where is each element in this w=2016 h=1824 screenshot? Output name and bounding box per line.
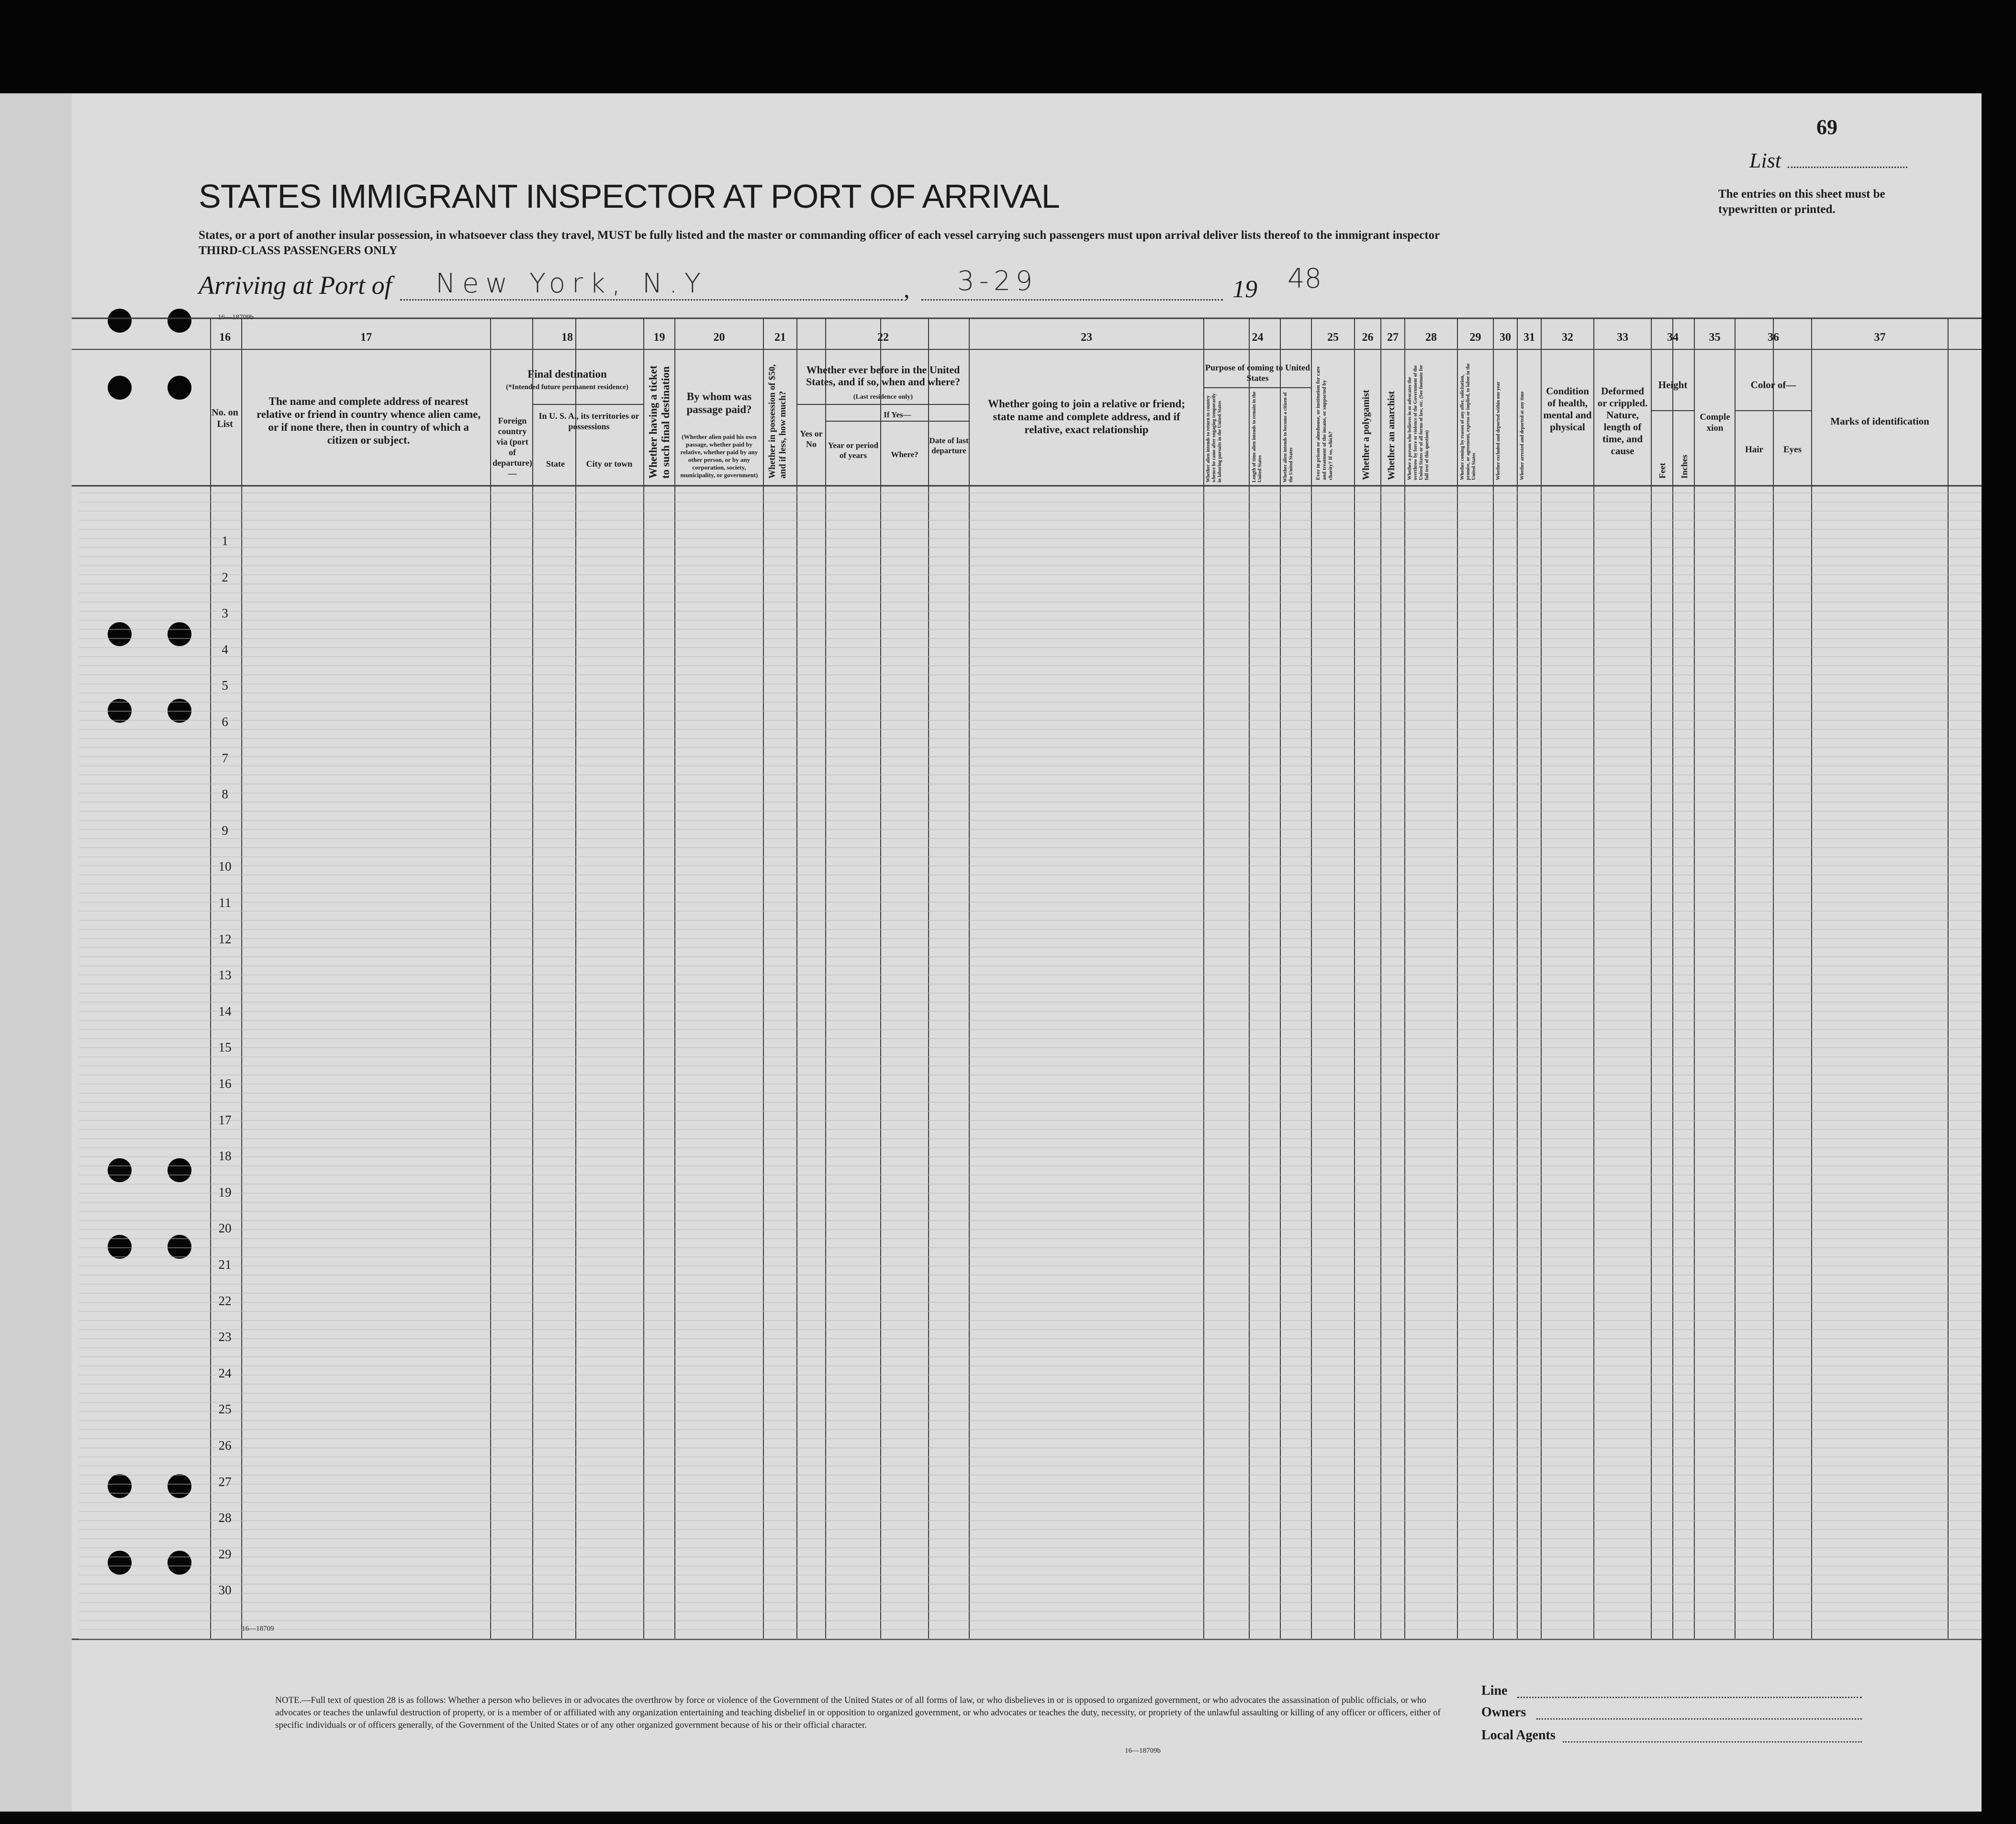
col-20-header: By whom was passage paid? bbox=[686, 391, 752, 415]
col-22-sub: (Last residence only) bbox=[853, 393, 913, 401]
local-agents-field[interactable] bbox=[1563, 1741, 1862, 1743]
col-num-18: 18 bbox=[561, 331, 573, 344]
row-number: 27 bbox=[218, 1474, 232, 1489]
col-36-eyes: Eyes bbox=[1783, 445, 1802, 455]
col-16-header: No. on List bbox=[212, 407, 238, 429]
col-num-21: 21 bbox=[774, 331, 786, 344]
col-30-header: Whether excluded and deported within one year bbox=[1496, 381, 1501, 480]
col-18-state: State bbox=[546, 459, 565, 469]
row-number: 4 bbox=[222, 642, 228, 657]
row-number: 29 bbox=[218, 1546, 232, 1561]
col-32-header: Condition of health, mental and physical bbox=[1543, 385, 1592, 433]
col-num-29: 29 bbox=[1469, 331, 1481, 344]
instructions: The entries on this sheet must be typewritten or printed. bbox=[1718, 188, 1885, 216]
row-number: 5 bbox=[222, 678, 228, 693]
row-number: 26 bbox=[218, 1438, 232, 1453]
row-number: 28 bbox=[218, 1511, 232, 1525]
col-21-header: Whether in possession of $50, and if less, how much? bbox=[767, 364, 788, 479]
row-number: 10 bbox=[218, 859, 232, 874]
year-value: 48 bbox=[1288, 263, 1322, 294]
col-num-16: 16 bbox=[219, 331, 231, 344]
col-num-27: 27 bbox=[1387, 331, 1399, 344]
col-num-34: 34 bbox=[1667, 331, 1679, 344]
col-num-30: 30 bbox=[1500, 331, 1511, 344]
col-num-26: 26 bbox=[1362, 331, 1374, 344]
row-number: 3 bbox=[222, 606, 228, 621]
row-number: 8 bbox=[222, 787, 228, 802]
col-34-feet: Feet bbox=[1658, 463, 1667, 479]
col-19-header: Whether having a ticket to such final destination bbox=[647, 365, 672, 479]
owners-field[interactable] bbox=[1536, 1718, 1862, 1720]
col-22-header: Whether ever before in the United States, and if so, when and where? bbox=[806, 364, 961, 388]
row-number: 16 bbox=[218, 1076, 232, 1091]
subtitle-instructions: States, or a port of another insular possession, in whatsoever class they travel, MUST be fully listed and the master or commanding officer of each vessel carrying such passengers must upon arrival deliver lists thereof to the immigrant inspector bbox=[199, 229, 1440, 242]
col-22-year: Year or period of years bbox=[828, 441, 879, 460]
col-22-date: Date of last departure bbox=[929, 436, 969, 455]
row-number: 2 bbox=[222, 570, 228, 584]
row-number: 18 bbox=[218, 1149, 232, 1164]
line-field[interactable] bbox=[1517, 1697, 1862, 1698]
form-number-note: 16—18709b bbox=[1125, 1747, 1161, 1755]
local-agents-label: Local Agents bbox=[1481, 1728, 1556, 1743]
row-number: 25 bbox=[218, 1402, 232, 1417]
col-22-yes-no: Yes or No bbox=[800, 429, 823, 449]
row-number: 21 bbox=[218, 1257, 232, 1272]
col-33-header: Deformed or crippled. Nature, length of time, and cause bbox=[1597, 385, 1648, 457]
col-num-32: 32 bbox=[1562, 331, 1573, 344]
col-num-19: 19 bbox=[653, 331, 665, 344]
col-num-20: 20 bbox=[713, 331, 725, 344]
row-number: 6 bbox=[222, 715, 228, 729]
col-num-37: 37 bbox=[1874, 331, 1886, 344]
col-26-header: Whether a polygamist bbox=[1361, 390, 1371, 480]
year-prefix: 19 bbox=[1232, 276, 1257, 303]
col-36-hair: Hair bbox=[1745, 445, 1763, 455]
col-num-31: 31 bbox=[1523, 331, 1535, 344]
row-number: 15 bbox=[218, 1040, 232, 1055]
col-num-24: 24 bbox=[1252, 331, 1264, 344]
col-num-17: 17 bbox=[360, 331, 372, 344]
row-number: 22 bbox=[218, 1293, 232, 1308]
date-value: 3-29 bbox=[957, 266, 1038, 297]
row-number: 17 bbox=[218, 1112, 232, 1127]
col-27-header: Whether an anarchist bbox=[1386, 391, 1397, 480]
row-number: 9 bbox=[222, 823, 228, 838]
col-24-header: Purpose of coming to United States bbox=[1205, 363, 1310, 383]
col-24-c: Whether alien intends to become a citizen of the United States bbox=[1283, 392, 1294, 482]
comma: , bbox=[904, 276, 910, 302]
row-number: 23 bbox=[218, 1330, 232, 1344]
col-18-foreign: Foreign country via (port of departure)— bbox=[493, 416, 532, 478]
col-num-22: 22 bbox=[877, 331, 889, 344]
col-num-25: 25 bbox=[1327, 331, 1339, 344]
col-31-header: Whether arrested and deported at any time bbox=[1520, 391, 1525, 480]
subtitle-class: THIRD-CLASS PASSENGERS ONLY bbox=[199, 244, 398, 257]
col-35-header: Complexion bbox=[1700, 412, 1730, 433]
col-34-header: Height bbox=[1658, 379, 1688, 391]
owners-label: Owners bbox=[1481, 1705, 1526, 1720]
col-28-header: Whether a person who believes in or advocates the overthrow by force or violence of the Government of the United States or of all forms of law, etc. (See footnote for full text of this question) bbox=[1407, 365, 1430, 480]
col-num-23: 23 bbox=[1081, 331, 1092, 344]
list-label: List bbox=[1749, 149, 1781, 172]
col-num-35: 35 bbox=[1709, 331, 1721, 344]
col-24-b: Length of time alien intends to remain in the United States bbox=[1252, 392, 1263, 482]
col-29-header: Whether coming by reason of any offer, solicitation, promise, or agreement, express or implied, to labor in the United States bbox=[1460, 363, 1477, 480]
col-17-header: The name and complete address of nearest relative or friend in country whence alien came, or if none there, then in country of which a citizen or subject. bbox=[256, 395, 481, 446]
row-number: 20 bbox=[218, 1221, 232, 1236]
row-number: 12 bbox=[218, 931, 232, 946]
col-23-header: Whether going to join a relative or friend; state name and complete address, and if relative, exact relationship bbox=[987, 398, 1186, 436]
col-18-sub: (*Intended future permanent residence) bbox=[506, 383, 628, 391]
arriving-label: Arriving at Port of bbox=[199, 271, 392, 300]
row-number: 14 bbox=[218, 1004, 232, 1018]
col-18-header: Final destination bbox=[527, 368, 607, 380]
row-number: 30 bbox=[218, 1583, 232, 1598]
row-number: 19 bbox=[218, 1185, 232, 1199]
col-24-a: Whether alien intends to return to country whence he came after engaging temporarily in laboring pursuits in the United States bbox=[1206, 393, 1222, 482]
col-22-if-yes: If Yes— bbox=[884, 410, 911, 419]
form-number-top: 16—18709b bbox=[218, 313, 254, 321]
row-number: 1 bbox=[222, 534, 228, 548]
col-18-usa: In U. S. A., its territories or possessions bbox=[538, 411, 639, 431]
col-num-33: 33 bbox=[1617, 331, 1628, 344]
col-num-28: 28 bbox=[1425, 331, 1437, 344]
form-number-bottom: 16—18709 bbox=[242, 1625, 274, 1633]
col-36-header: Color of— bbox=[1750, 379, 1796, 391]
col-34-inches: Inches bbox=[1680, 454, 1689, 479]
row-number: 11 bbox=[219, 895, 231, 910]
col-20-sub: (Whether alien paid his own passage, whether paid by relative, whether paid by any other person, or by any corporation, society, municipality, or government) bbox=[680, 433, 758, 479]
page-title: STATES IMMIGRANT INSPECTOR AT PORT OF ARRIVAL bbox=[199, 178, 1060, 215]
line-label: Line bbox=[1481, 1683, 1508, 1698]
col-num-36: 36 bbox=[1768, 331, 1779, 344]
col-25-header: Ever in prison or almshouse, or institution for care and treatment of the insane, or supported by charity? If so, which? bbox=[1315, 366, 1333, 480]
row-number: 7 bbox=[222, 750, 228, 765]
col-37-header: Marks of identification bbox=[1830, 415, 1929, 427]
footnote: NOTE.—Full text of question 28 is as follows: Whether a person who believes in or advocates the overthrow by force or violence of the Government of the United States or of all forms of law, or who disbelieves in or is opposed to organized government, or who advocates the assassination of public officials, or who advocates or teaches the unlawful destruction of property, or is a member of or affiliated with any organization entertaining and teaching disbelief in or opposition to organized government, or who advocates or teaches the duty, necessity, or propriety of the unlawful assaulting or killing of any officer or officers, either of specific individuals or of officers generally, of the Government of the United States or of any other organized government because of his or their official character. bbox=[275, 1695, 1441, 1730]
page-number: 69 bbox=[1816, 115, 1837, 139]
col-18-city: City or town bbox=[586, 459, 633, 469]
port-value: New York, N.Y bbox=[436, 268, 707, 299]
row-number: 24 bbox=[218, 1365, 232, 1380]
row-number: 13 bbox=[218, 968, 232, 983]
col-22-where: Where? bbox=[891, 450, 918, 459]
